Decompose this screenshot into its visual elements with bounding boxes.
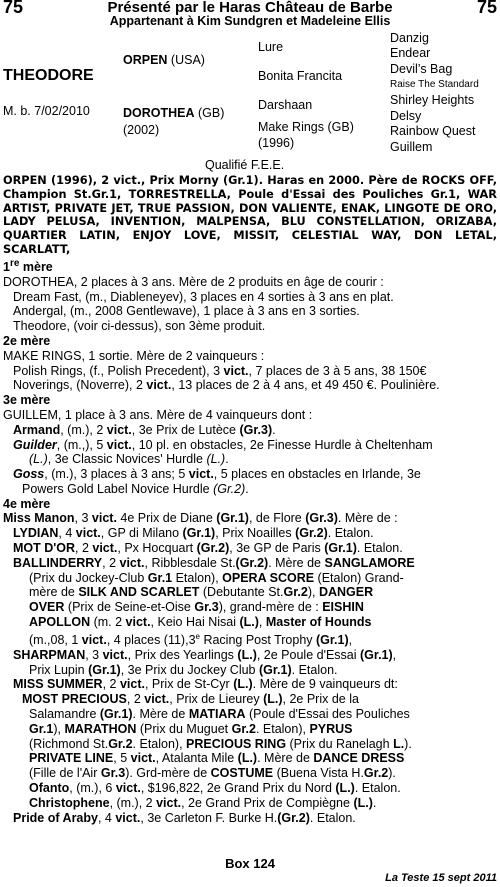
- m4-ballinderry-3: mère de SILK AND SCARLET (Debutante St.Gr.2), DANGER: [29, 585, 374, 600]
- dam-year: (2002): [123, 123, 160, 137]
- m4-ballinderry-4: OVER (Prix de Seine-et-Oise Gr.3), grand-mère de : EISHIN: [29, 600, 364, 615]
- sire-summary: ORPEN (1996), 2 vict., Prix Morny (Gr.1). Haras en 2000. Père de ROCKS OFF, Champion St.Gr.1, TORRESTRELLA, Poule d'Essai des Pouliches Gr.1, WAR ARTIST, PRIVATE JET, TRUE PASSION, DON VALIENTE, ENAK, LINGOTE DE ORO, LADY PELUSA, INVENTION, MALPENSA, BLU CONSTELLATION, ORIZABA, QUARTIER LATIN, ENJOY LOVE, MISSIT, CELESTIAL WAY, DON LETAL, SCARLATT,: [3, 174, 497, 256]
- lot-number-right: 75: [476, 0, 497, 17]
- sire-dam: Bonita Francita: [258, 69, 343, 83]
- m4-sharpman: SHARPMAN, 3 vict., Prix des Yearlings (L.), 2e Poule d'Essai (Gr.1),: [13, 647, 397, 662]
- ggp-1: Danzig: [390, 31, 429, 45]
- m1-line3: Theodore, (voir ci-dessus), son 3ème produit.: [13, 319, 266, 334]
- m4-motdor: MOT D'OR, 2 vict., Px Hocquart (Gr.2), 3e GP de Paris (Gr.1). Etalon.: [13, 541, 403, 556]
- ggp-2: Endear: [390, 46, 431, 60]
- m4-pride-of-araby: Pride of Araby, 4 vict., 3e Carleton F. Burke H.(Gr.2). Etalon.: [13, 810, 356, 825]
- m4-most-precious: MOST PRECIOUS, 2 vict., Prix de Lieurey (L.), 2e Prix de la: [22, 692, 359, 707]
- m3-guilder-cont: (L.), 3e Classic Novices' Hurdle (L.).: [29, 452, 229, 467]
- consignor-line: Présenté par le Haras Château de Barbe: [107, 0, 393, 16]
- dam-dam-year: (1996): [258, 136, 295, 150]
- m4-most-precious-4: (Richmond St.Gr.2. Etalon), PRECIOUS RING (Prix du Ranelagh L.).: [29, 736, 412, 751]
- m4-christophene: Christophene, (m.), 2 vict., 2e Grand Prix de Compiègne (L.).: [29, 795, 377, 810]
- ggp-8: Guillem: [390, 140, 433, 154]
- ggp-3: Devil’s Bag: [390, 62, 453, 76]
- m2-intro: MAKE RINGS, 1 sortie. Mère de 2 vainqueurs :: [3, 348, 265, 363]
- m3-goss: Goss, (m.), 3 places à 3 ans; 5 vict., 5 places en obstacles en Irlande, 3e: [13, 467, 421, 482]
- sire: ORPEN (USA): [123, 53, 205, 67]
- m3-goss-cont: Powers Gold Label Novice Hurdle (Gr.2).: [22, 481, 249, 496]
- m4-manon: Miss Manon, 3 vict. 4e Prix de Diane (Gr.1), de Flore (Gr.3). Mère de :: [3, 511, 398, 526]
- pedigree-table: [0, 30, 500, 158]
- lot-number-left: 75: [3, 0, 24, 17]
- m4-miss-summer: MISS SUMMER, 2 vict., Prix de St-Cyr (L.). Mère de 9 vainqueurs dt:: [13, 677, 398, 692]
- m3-armand: Armand, (m.), 2 vict., 3e Prix de Lutèce (Gr.3).: [13, 422, 276, 437]
- sire-sire: Lure: [258, 40, 284, 54]
- m4-lydian: LYDIAN, 4 vict., GP di Milano (Gr.1), Prix Noailles (Gr.2). Etalon.: [13, 526, 374, 541]
- horse-name: THEODORE: [3, 67, 94, 84]
- m4-most-precious-2: Salamandre (Gr.1). Mère de MATIARA (Poule d'Essai des Pouliches: [29, 707, 410, 721]
- m4-ballinderry-5: APOLLON (m. 2 vict., Keio Hai Nisai (L.), Master of Hounds: [29, 615, 372, 630]
- box-number: Box 124: [225, 856, 275, 871]
- owner-line: Appartenant à Kim Sundgren et Madeleine Ellis: [109, 14, 391, 28]
- dam: DOROTHEA (GB): [123, 106, 225, 120]
- m2-line1: Polish Rings, (f., Polish Precedent), 3 vict., 7 places de 3 à 5 ans, 38 150€: [13, 363, 427, 378]
- m4-ofanto: Ofanto, (m.), 6 vict., $196,822, 2e Grand Prix du Nord (L.). Etalon.: [29, 780, 401, 795]
- m4-ballinderry: BALLINDERRY, 2 vict., Ribblesdale St.(Gr.2). Mère de SANGLAMORE: [13, 555, 415, 570]
- venue-date: La Teste 15 sept 2011: [385, 872, 497, 884]
- m4-ballinderry-2: (Prix du Jockey-Club Gr.1 Etalon), OPERA SCORE (Etalon) Grand-: [29, 570, 404, 585]
- family-notes: [3, 174, 497, 825]
- dam-dam: Make Rings (GB): [258, 120, 354, 134]
- page-header: [0, 0, 500, 30]
- m3-intro: GUILLEM, 1 place à 3 ans. Mère de 4 vainqueurs dont :: [3, 407, 313, 422]
- section-first-dam: 1re mère: [3, 257, 53, 274]
- ggp-7: Rainbow Quest: [390, 124, 476, 138]
- m1-intro: DOROTHEA, 2 places à 3 ans. Mère de 2 produits en âge de courir :: [3, 274, 384, 289]
- m4-most-precious-3: Gr.1), MARATHON (Prix du Muguet Gr.2. Etalon), PYRUS: [29, 721, 353, 736]
- section-second-dam: 2e mère: [3, 333, 51, 348]
- m1-line2: Andergal, (m., 2008 Gentlewave), 1 place à 3 ans en 3 sorties.: [13, 304, 360, 319]
- qualification: Qualifié F.E.E.: [205, 158, 285, 172]
- dam-sire: Darshaan: [258, 98, 313, 112]
- section-fourth-dam: 4e mère: [3, 496, 51, 511]
- m4-private-line: PRIVATE LINE, 5 vict., Atalanta Mile (L.). Mère de DANCE DRESS: [29, 751, 405, 766]
- m2-line2: Noverings, (Noverre), 2 vict., 13 places de 2 à 4 ans, et 49 450 €. Poulinière.: [13, 378, 440, 393]
- m1-line1: Dream Fast, (m., Diableneyev), 3 places en 4 sorties à 3 ans en plat.: [13, 289, 394, 304]
- m3-guilder: Guilder, (m.,), 5 vict., 10 pl. en obstacles, 2e Finesse Hurdle à Cheltenham: [13, 437, 433, 452]
- horse-description: M. b. 7/02/2010: [3, 104, 90, 118]
- ggp-6: Delsy: [390, 109, 422, 123]
- section-third-dam: 3e mère: [3, 393, 51, 408]
- ggp-5: Shirley Heights: [390, 93, 475, 107]
- m4-sharpman-2: Prix Lupin (Gr.1), 3e Prix du Jockey Club (Gr.1). Etalon.: [29, 662, 338, 677]
- m4-private-line-2: (Fille de l'Air Gr.3). Grd-mère de COSTUME (Buena Vista H.Gr.2).: [29, 766, 396, 781]
- ggp-4: Raise The Standard: [390, 79, 479, 90]
- m4-ballinderry-6: (m.,08, 1 vict., 4 places (11),3e Racing Post Trophy (Gr.1),: [29, 631, 353, 648]
